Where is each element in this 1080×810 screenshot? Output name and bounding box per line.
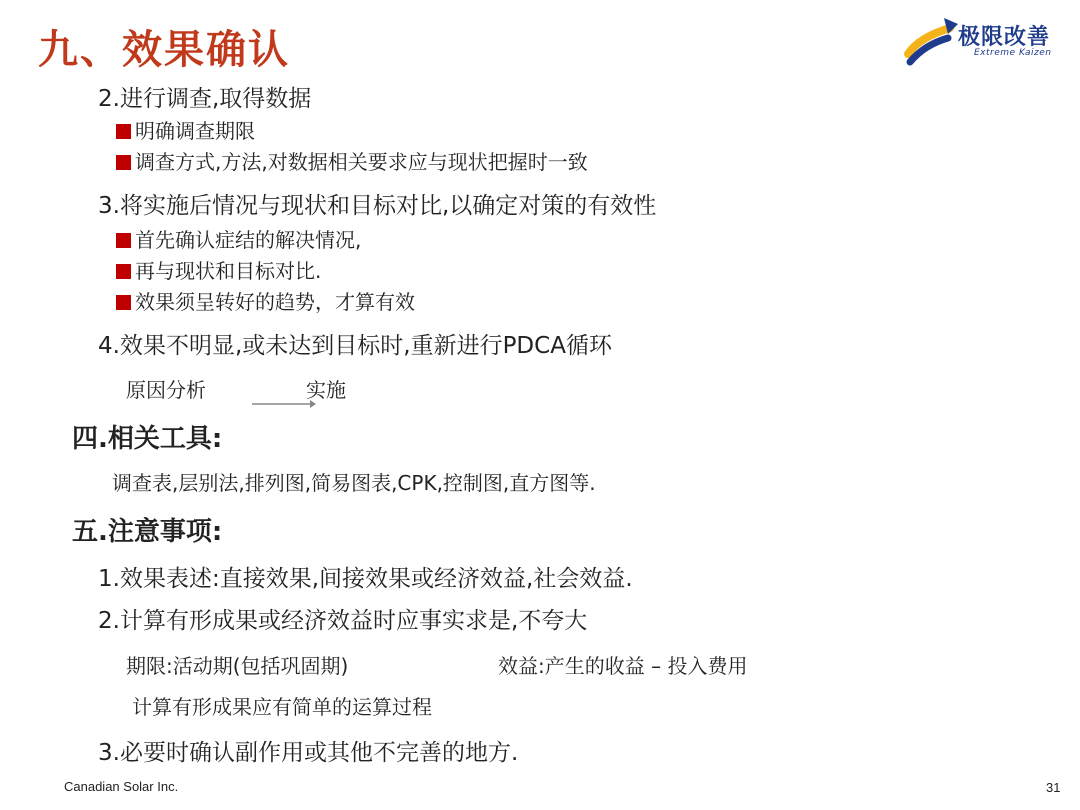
page-number: 31 — [1046, 780, 1061, 795]
logo-name: 极限改善 — [958, 25, 1051, 50]
period-text: 期限:活动期(包括巩固期) — [126, 654, 349, 678]
bullet-square-icon — [116, 264, 131, 279]
section-2-heading: 2.进行调查,取得数据 — [98, 86, 312, 112]
bullet-item: 再与现状和目标对比. — [116, 255, 321, 284]
notes-item-1: 1.效果表述:直接效果,间接效果或经济效益,社会效益. — [98, 566, 633, 592]
bullet-item: 调查方式,方法,对数据相关要求应与现状把握时一致 — [116, 146, 588, 175]
notes-item-2: 2.计算有形成果或经济效益时应事实求是,不夸大 — [98, 608, 588, 634]
footer-company: Canadian Solar Inc. — [64, 779, 179, 794]
bullet-square-icon — [116, 124, 131, 139]
calc-text: 计算有形成果应有简单的运算过程 — [132, 695, 432, 719]
section-3-heading: 3.将实施后情况与现状和目标对比,以确定对策的有效性 — [98, 193, 657, 219]
bullet-square-icon — [116, 155, 131, 170]
bullet-square-icon — [116, 295, 131, 310]
logo — [904, 12, 1064, 68]
bullet-item: 首先确认症结的解决情况, — [116, 224, 361, 253]
bullet-item: 效果须呈转好的趋势，才算有效 — [116, 286, 415, 315]
flow-to-label: 实施 — [306, 378, 346, 402]
notes-item-3: 3.必要时确认副作用或其他不完善的地方. — [98, 740, 519, 766]
bullet-square-icon — [116, 233, 131, 248]
slide-title: 九、效果确认 — [38, 27, 290, 73]
tools-text: 调查表,层别法,排列图,简易图表,CPK,控制图,直方图等. — [112, 471, 596, 495]
benefit-text: 效益:产生的收益 – 投入费用 — [498, 654, 748, 678]
tools-heading: 四.相关工具: — [72, 424, 223, 454]
logo-tagline: Extreme Kaizen — [974, 48, 1052, 58]
logo-swoosh-icon — [904, 12, 960, 68]
notes-heading: 五.注意事项: — [72, 517, 223, 547]
section-4-heading: 4.效果不明显,或未达到目标时,重新进行PDCA循环 — [98, 333, 612, 359]
flow-from-label: 原因分析 — [126, 378, 206, 402]
bullet-item: 明确调查期限 — [116, 115, 255, 144]
